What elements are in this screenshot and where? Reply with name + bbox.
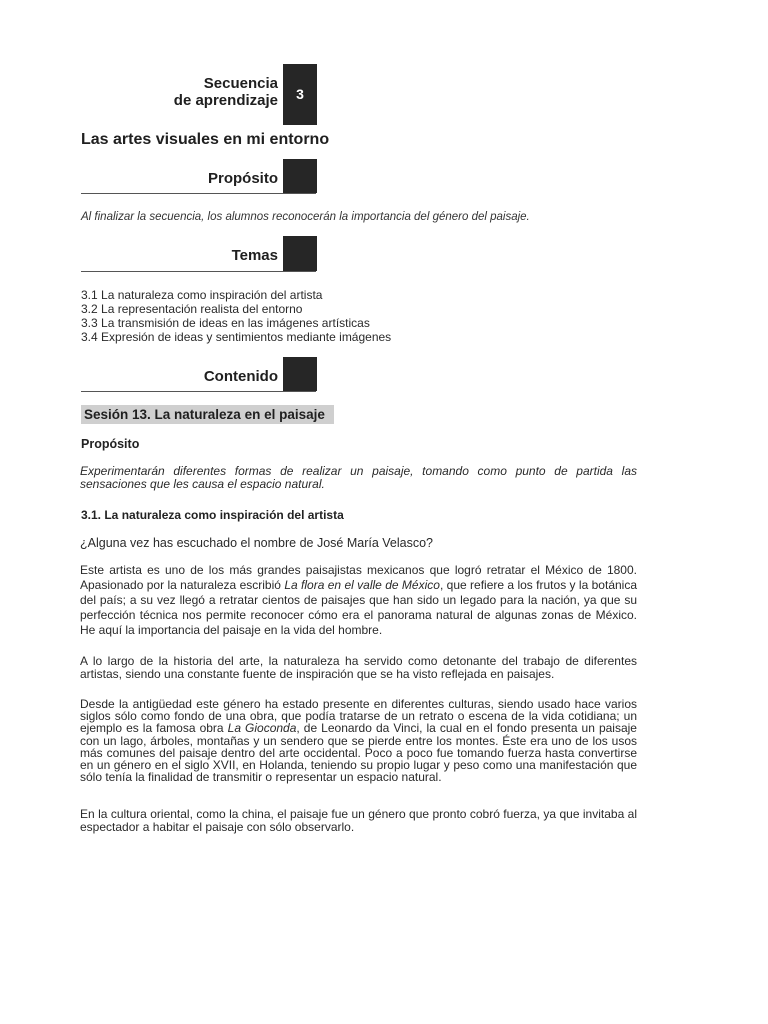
paragraph-oriental: En la cultura oriental, como la china, el paisaje fue un género que pronto cobró fuerza, ya que invitaba al espectador a habitar el paisaje con sólo observarlo. xyxy=(80,807,637,835)
proposito-text: Al finalizar la secuencia, los alumnos reconocerán la importancia del género del paisaje. xyxy=(81,211,530,223)
session-proposito-text: Experimentarán diferentes formas de realizar un paisaje, tomando como punto de partida las sensaciones que les causa el espacio natural. xyxy=(80,464,637,492)
sequence-label-line1: Secuencia xyxy=(203,75,278,92)
tema-item: 3.2 La representación realista del entorno xyxy=(81,302,303,316)
paragraph-velasco xyxy=(80,563,637,638)
paragraph-antiquity-part1: Desde la antigüedad este género ha estado presente en diferentes culturas, siendo usado hace varios siglos sólo como fondo de una obra, que podía tratarse de un retrato o escena de la vida cotidiana; un ejemplo es la famosa obra xyxy=(80,697,637,736)
contenido-box xyxy=(283,357,317,391)
artwork-title: La Gioconda xyxy=(227,721,297,736)
paragraph-antiquity xyxy=(80,698,637,783)
contenido-divider xyxy=(81,391,316,392)
proposito-heading: Propósito xyxy=(208,170,278,187)
sequence-number: 3 xyxy=(296,86,304,102)
contenido-heading: Contenido xyxy=(203,368,278,385)
paragraph-antiquity-part2: , de Leonardo da Vinci, la cual en el fondo presenta un paisaje con un lago, árboles, montañas y un sendero que se pierde entre los montes. Éste era uno de los usos más comunes del paisaje dentro del arte occidental. Poco a poco fue tomando fuerza hasta convertirse en un género en el siglo XVII, en Holanda, teniendo su propio lugar y peso como una manifestación que sólo tenía la finalidad de transmitir o representar un espacio natural. xyxy=(80,721,637,785)
temas-divider xyxy=(81,271,316,272)
tema-item: 3.1 La naturaleza como inspiración del artista xyxy=(81,288,323,302)
proposito-divider xyxy=(81,193,316,194)
session-title-bar xyxy=(81,405,334,424)
sequence-number-box xyxy=(283,64,317,125)
paragraph-history: A lo largo de la historia del arte, la naturaleza ha servido como detonante del trabajo de diferentes artistas, siendo una constante fuente de inspiración que se ha visto reflejada en paisajes. xyxy=(80,654,637,682)
session-proposito-label: Propósito xyxy=(81,437,140,451)
tema-item: 3.3 La transmisión de ideas en las imágenes artísticas xyxy=(81,316,370,330)
sequence-label-line2: de aprendizaje xyxy=(173,92,278,109)
book-title: La flora en el valle de México xyxy=(284,578,440,592)
temas-box xyxy=(283,236,317,271)
subheading: 3.1. La naturaleza como inspiración del artista xyxy=(81,508,344,522)
temas-heading: Temas xyxy=(231,247,278,264)
paragraph-velasco-part2: , que refiere a los frutos y la botánica del país; a su vez llegó a retratar cientos de paisajes que han sido un legado para la nación, ya que su perfección técnica nos permite reconocer cómo era el panorama natural de algunas zonas de México. He aquí la importancia del paisaje en la vida del hombre. xyxy=(80,578,638,637)
paragraph-velasco-part1: Este artista es uno de los más grandes paisajistas mexicanos que logró retratar el México de 1800. Apasionado por la naturaleza escribió xyxy=(80,563,637,592)
main-title: Las artes visuales en mi entorno xyxy=(81,131,330,148)
proposito-box xyxy=(283,159,317,193)
sequence-label xyxy=(150,75,278,109)
question: ¿Alguna vez has escuchado el nombre de José María Velasco? xyxy=(80,536,433,550)
session-title: Sesión 13. La naturaleza en el paisaje xyxy=(84,407,325,422)
tema-item: 3.4 Expresión de ideas y sentimientos mediante imágenes xyxy=(81,330,392,344)
